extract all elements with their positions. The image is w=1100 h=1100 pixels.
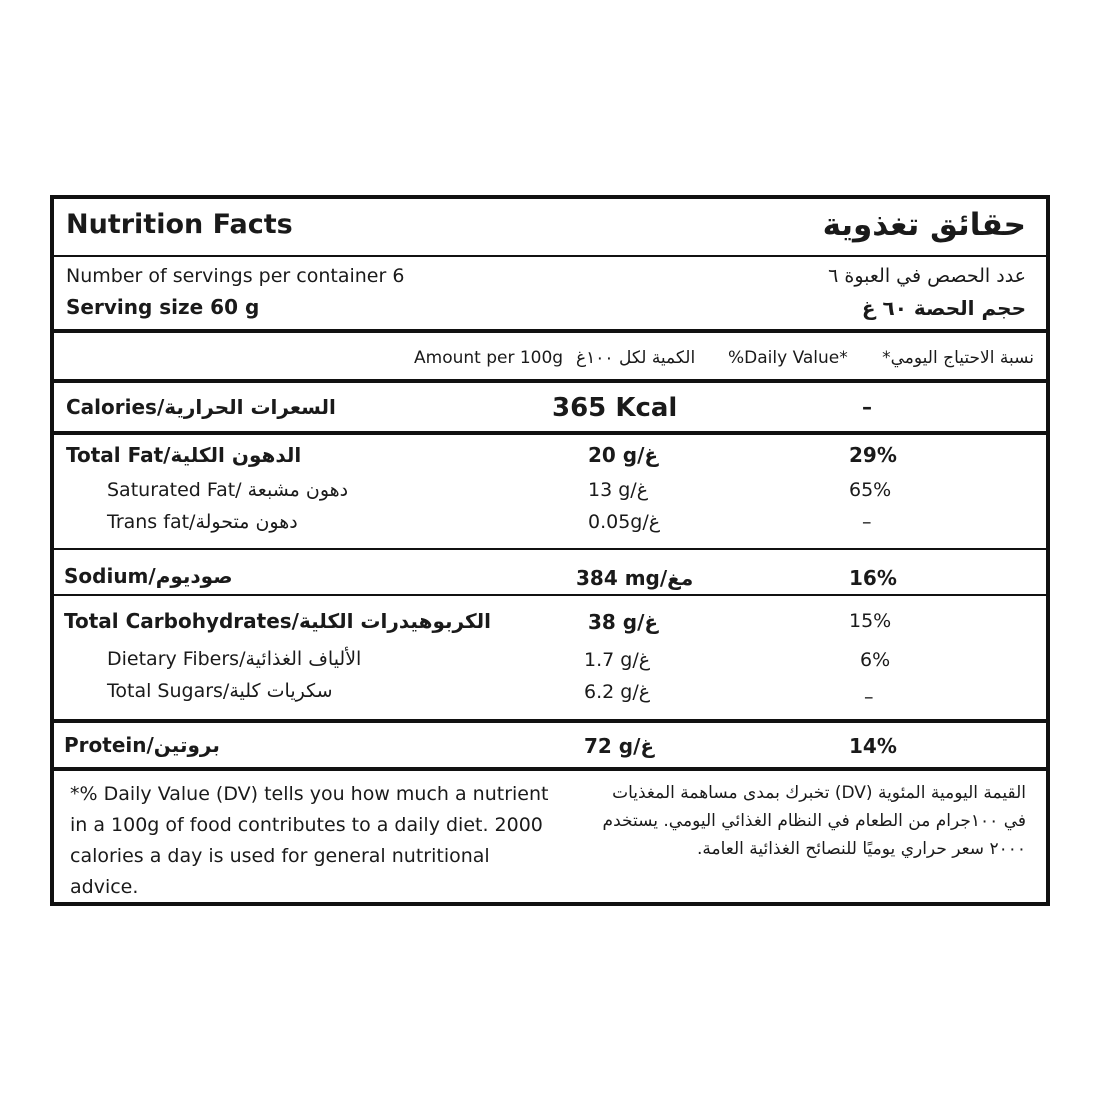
dietary-fibers-amount: 1.7 g/غ: [584, 649, 651, 671]
servings-per-container-en: Number of servings per container 6: [66, 265, 405, 287]
total-sugars-amount: 6.2 g/غ: [584, 681, 651, 703]
column-amount-ar: الكمية لكل ١٠٠غ: [576, 348, 696, 368]
trans-fat-label: Trans fat/دهون متحولة: [107, 511, 298, 533]
sodium-label: Sodium/صوديوم: [64, 564, 233, 588]
footnote-ar: القيمة اليومية المئوية (DV) تخبرك بمدى مساهمة المغذيات في ١٠٠جرام من الطعام في النظام الغذائي اليومي. يستخدم ٢٠٠٠ سعر حراري يوميًا للنصائح الغذائية العامة.: [602, 783, 1026, 859]
divider: [54, 431, 1046, 435]
total-sugars-dv: –: [864, 686, 874, 708]
trans-fat-amount: 0.05g/غ: [588, 511, 661, 533]
calories-dv: –: [862, 395, 872, 419]
protein-label: Protein/بروتين: [64, 733, 220, 757]
dietary-fibers-dv: 6%: [860, 649, 891, 671]
dietary-fibers-label: Dietary Fibers/الألياف الغذائية: [107, 648, 362, 670]
calories-label: Calories/السعرات الحرارية: [66, 395, 336, 419]
sodium-amount: 384 mg/مغ: [576, 566, 694, 590]
sodium-dv: 16%: [849, 566, 897, 590]
serving-size-ar: حجم الحصة ٦٠ غ: [861, 296, 1026, 320]
servings-per-container-ar: عدد الحصص في العبوة ٦: [828, 265, 1026, 287]
saturated-fat-dv: 65%: [849, 479, 892, 501]
serving-size-en: Serving size 60 g: [66, 295, 260, 319]
column-amount-en: Amount per 100g: [414, 348, 564, 368]
trans-fat-dv: –: [862, 511, 872, 533]
calories-amount: 365 Kcal: [552, 393, 678, 423]
divider: [54, 329, 1046, 333]
divider: [54, 548, 1046, 550]
total-sugars-label: Total Sugars/سكريات كلية: [107, 680, 333, 702]
title-en: Nutrition Facts: [66, 209, 293, 240]
divider: [54, 255, 1046, 257]
column-dv-ar: نسبة الاحتياج اليومي*: [882, 348, 1034, 368]
column-dv-en: %Daily Value*: [728, 348, 848, 368]
total-carbohydrates-label: Total Carbohydrates/الكربوهيدرات الكلية: [64, 609, 491, 633]
total-carbohydrates-amount: 38 g/غ: [588, 610, 659, 634]
total-fat-label: Total Fat/الدهون الكلية: [66, 443, 302, 467]
saturated-fat-label: Saturated Fat/ دهون مشبعة: [107, 479, 349, 501]
divider: [54, 767, 1046, 771]
total-fat-amount: 20 g/غ: [588, 443, 659, 467]
title-ar: حقائق تغذوية: [822, 207, 1026, 243]
saturated-fat-amount: 13 g/غ: [588, 479, 649, 501]
protein-amount: 72 g/غ: [584, 734, 655, 758]
total-carbohydrates-dv: 15%: [849, 610, 892, 632]
divider: [54, 594, 1046, 596]
nutrition-facts-label: [50, 195, 1050, 906]
divider: [54, 379, 1046, 383]
total-fat-dv: 29%: [849, 443, 897, 467]
protein-dv: 14%: [849, 734, 897, 758]
footnote-en: *% Daily Value (DV) tells you how much a nutrient in a 100g of food contributes to a daily diet. 2000 calories a day is used for general nutritional advice.: [70, 783, 549, 898]
divider: [54, 719, 1046, 723]
